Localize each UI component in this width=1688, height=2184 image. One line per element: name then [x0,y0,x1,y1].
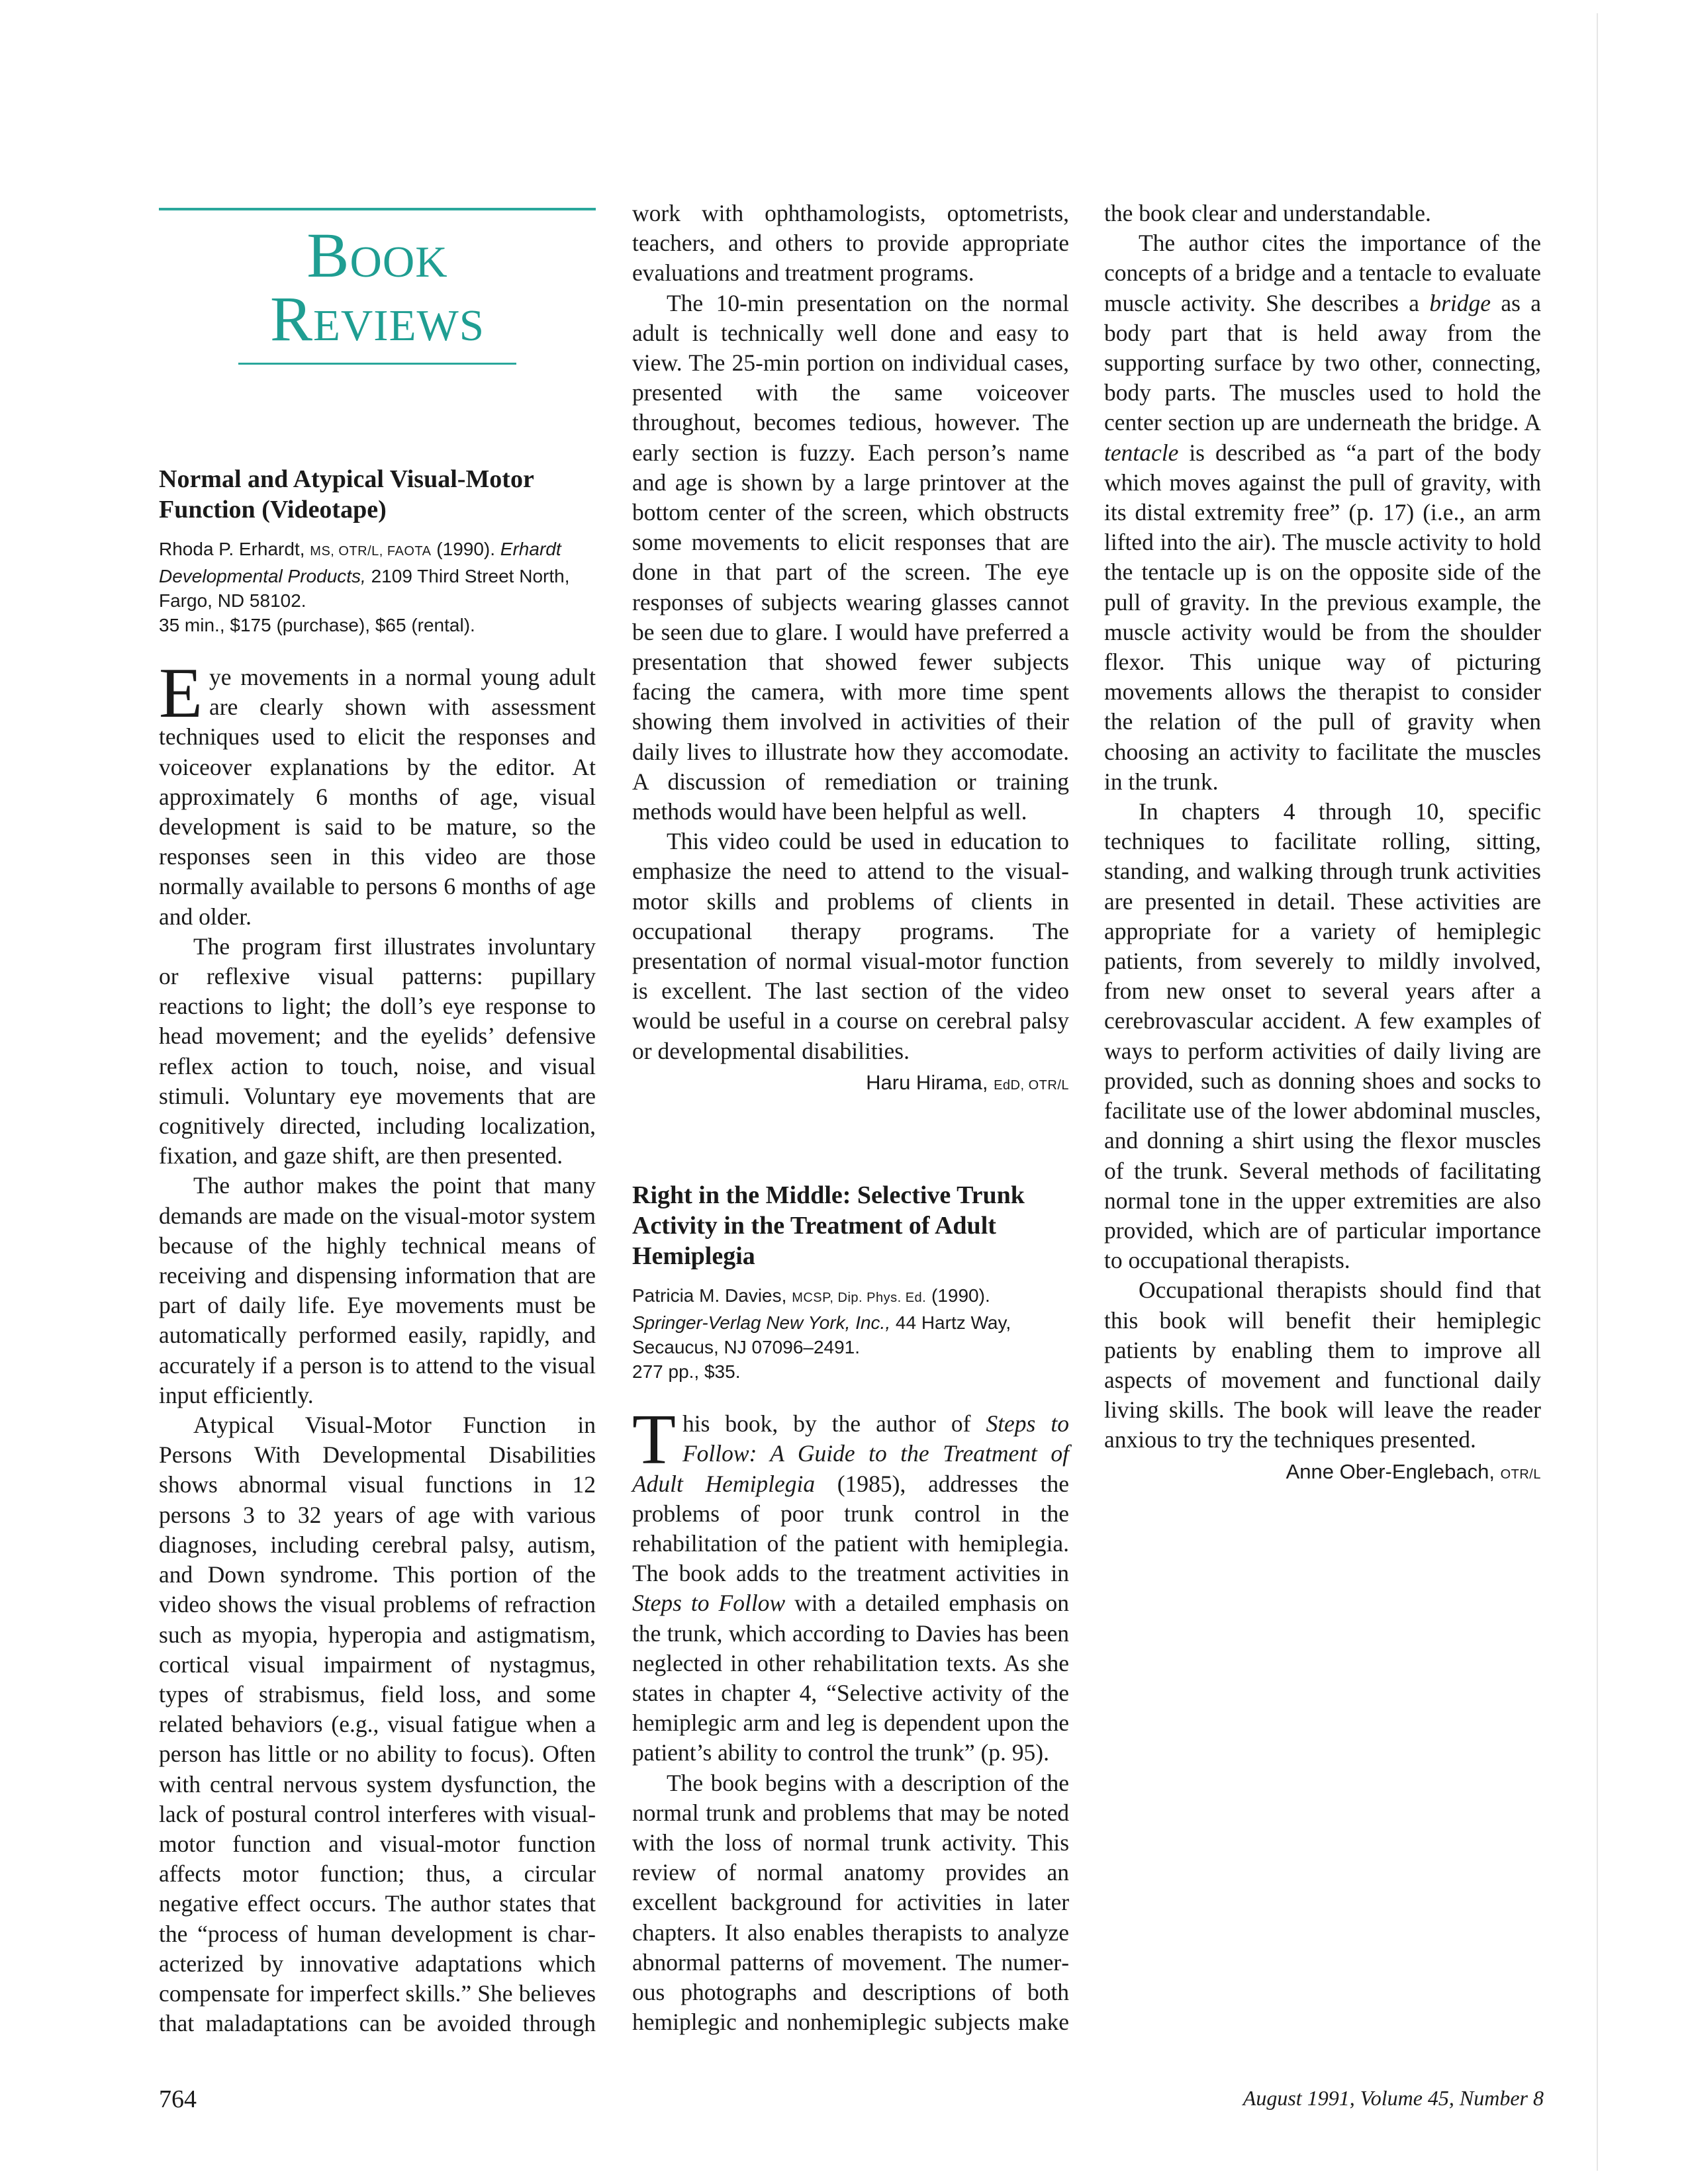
review-2-paragraph-4: In chapters 4 through 10, specific techniques to facilitate rolling, sitting, standing, and walking through trunk activities are presented in detail. These activities are appropriate for a variety of hemiplegic patients, from severely to mildly involved, from new onset to several years after a cerebrovascular accident. A few examples of ways to perform activities of daily living are provided, such as donning shoes and socks to facilitate use of the lower abdominal muscles, and donning a shirt using the flexor muscles of the trunk. Several methods of facilitating normal tone in the upper extremities are also provided, which are of particular importance to occupational therapists. [1104,798,1541,1274]
section-title-line-2: Reviews [269,283,485,354]
review-1-paragraph-3: The author makes the point that many demands are made on the visual-motor system because of the highly technical means of receiving and dispensing information that are part of daily life. Eye movements must be automatically performed easily, rapidly, and accurately if a person is to attend to the visual input efficiently. [159,1172,596,1408]
review-2-address: 44 Hartz Way, Secaucus, NJ 07096–2491. [632,1312,1011,1358]
review-2-dropcap: T [632,1400,676,1480]
review-1-publisher: Erhardt Developmental Products, [159,539,561,586]
column-2 [632,199,1069,2037]
review-1-reviewer: Haru Hirama, EdD, OTR/L [866,1070,1069,1094]
review-1-bibliography [159,537,596,637]
review-1-address: 2109 Third Street North, Fargo, ND 58102. [159,566,570,611]
review-2-author: Patricia M. Davies, [632,1285,787,1306]
book-title-steps-to-follow-full: Steps to Follow: A Guide to the Treatment of Adult Hemiplegia [632,1410,1069,1497]
review-2-author-credentials: MCSP, Dip. Phys. Ed. [792,1291,927,1306]
review-1-paragraph-1: Eye movements in a normal young adult are clearly shown with assessment techniques used to elicit the responses and voiceover explanations by the editor. At approximately 6 months of age, visual development is said to be mature, so the responses seen in this video are those normally available to persons 6 months of age and older. [159,654,596,930]
term-bridge: bridge [1429,289,1491,316]
book-title-steps-to-follow: Steps to Follow [632,1590,786,1617]
term-tentacle: tentacle [1104,439,1179,466]
page-number: 764 [159,2085,197,2113]
review-1-dropcap: E [159,654,203,733]
review-2-year: (1990). [931,1285,990,1306]
review-2-paragraph-2: The book begins with a description of the normal trunk and problems that may be noted with the loss of normal trunk activity. This review of normal anatomy provides an excellent background for activities in later chapters. It also enables therapists to analyze abnormal patterns of movement. The numerous photographs and descriptions of both hemiplegic and nonhemiplegic subjects make [632,1769,1070,2036]
section-title [159,220,596,354]
review-1-details: 35 min., $175 (purchase), $65 (rental). [159,615,475,635]
review-2-paragraph-2-cont: the book clear and understandable. [1104,200,1431,226]
review-1-paragraph-6: This video could be used in education to emphasize the need to attend to the visual-motor skills and problems of clients in occupational therapy programs. The presentation of normal visual-motor function is excellent. The last section of the video would be useful in a course on cerebral palsy or developmental disabilities. [632,828,1069,1064]
column-3 [1104,199,1541,1490]
review-1-author: Rhoda P. Erhardt, [159,539,305,559]
review-1-paragraph-4: Atypical Visual-Motor Function in Persons With Developmental Disabilities shows abnormal visual functions in 12 persons 3 to 32 years of age with various diagnoses, including cerebral palsy, autism, and Down syndrome. This portion of the video shows the visual problems of refraction such as myopia, hyperopia and astigmatism, cortical visual impairment of nystagmus, types of strabismus, field loss, and some related behaviors (e.g., visual fatigue when a person has little or no ability to focus). Often with central nervous system dysfunction, the lack of postural control interferes with visual-motor function and visual-motor function affects motor function; thus, a circular negative effect occurs. The author states that the “process of human development is characterized by innovative adaptations which compensate for imperfect skills.” She believes that maladaptations can be avoided through [159,1412,596,2037]
review-2-bibliography [632,1283,1069,1384]
section-rule-top [159,208,596,210]
review-1-year: (1990). [436,539,496,559]
scan-edge-line [1597,13,1598,2171]
review-2-paragraph-1: This book, by the author of Steps to Follow: A Guide to the Treatment of Adult Hemiplegia (1985), addresses the problems of poor trunk control in the rehabilitation of the patient with hemiplegia. The book adds to the treatment activities in Steps to Follow with a detailed emphasis on the trunk, which according to Davies has been neglected in other rehabilitation texts. As she states in chapter 4, “Selective activity of the hemiplegic arm and leg is dependent upon the patient’s ability to control the trunk” (p. 95). [632,1400,1069,1766]
review-2-title: Right in the Middle: Selective Trunk Activity in the Treatment of Adult Hemiplegia [632,1181,1025,1271]
review-1-title: Normal and Atypical Visual-Motor Function (Videotape) [159,465,534,523]
issue-info: August 1991, Volume 45, Number 8 [1243,2086,1544,2110]
column-1 [159,199,596,2038]
review-2-publisher: Springer-Verlag New York, Inc., [632,1312,891,1334]
review-1-paragraph-5: The 10-min presentation on the normal adult is technically well done and easy to view. The 25-min portion on individual cases, presented with the same voiceover throughout, becomes tedious, however. The early section is fuzzy. Each person’s name and age is shown by a large printover at the bottom center of the screen, which obstructs some movements to elicit responses that are done in that part of the screen. The eye responses of subjects wearing glasses cannot be seen due to glare. I would have preferred a presentation that showed fewer subjects facing the camera, with more time spent showing them involved in activities of their daily lives to illustrate how they accomodate. A discussion of remediation or training methods would have been helpful as well. [632,289,1069,825]
review-1-author-credentials: MS, OTR/L, FAOTA [310,544,432,559]
review-2-details: 277 pp., $35. [632,1361,741,1383]
review-2-reviewer: Anne Ober-Englebach, OTR/L [1286,1459,1541,1483]
review-2-paragraph-5: Occupational therapists should find that this book will benefit their hemiplegic patients by enabling them to improve all aspects of movement and functional daily living skills. The book will leave the reader anxious to try the techniques presented. [1104,1277,1541,1453]
review-1-paragraph-4-cont: work with ophthamologists, optometrists, teachers, and others to provide appropriate evaluations and treatment programs. [632,200,1070,287]
review-1-paragraph-2: The program first illustrates involuntary or reflexive visual patterns: pupillary reactions to light; the doll’s eye response to head movement; and the eyelids’ defensive reflex action to touch, noise, and visual stimuli. Voluntary eye movements that are cognitively directed, including localization, fixation, and gaze shift, are then presented. [159,933,596,1169]
section-rule-bottom [238,363,516,365]
review-2-paragraph-3: The author cites the importance of the concepts of a bridge and a tentacle to evaluate muscle activity. She describes a bridge as a body part that is held away from the supporting surface by two other, connecting, body parts. The muscles used to hold the center section up are underneath the bridge. A tentacle is described as “a part of the body which moves against the pull of gravity, with its distal extremity free” (p. 17) (i.e., an arm lifted into the air). The muscle activity to hold the tentacle up is on the opposite side of the pull of gravity. In the previous example, the muscle activity would be from the shoulder flexor. This unique way of picturing movements allows the therapist to consider the relation of the pull of gravity when choosing an activity to facilitate the muscles in the trunk. [1104,230,1541,795]
section-title-line-1: Book [306,220,448,291]
